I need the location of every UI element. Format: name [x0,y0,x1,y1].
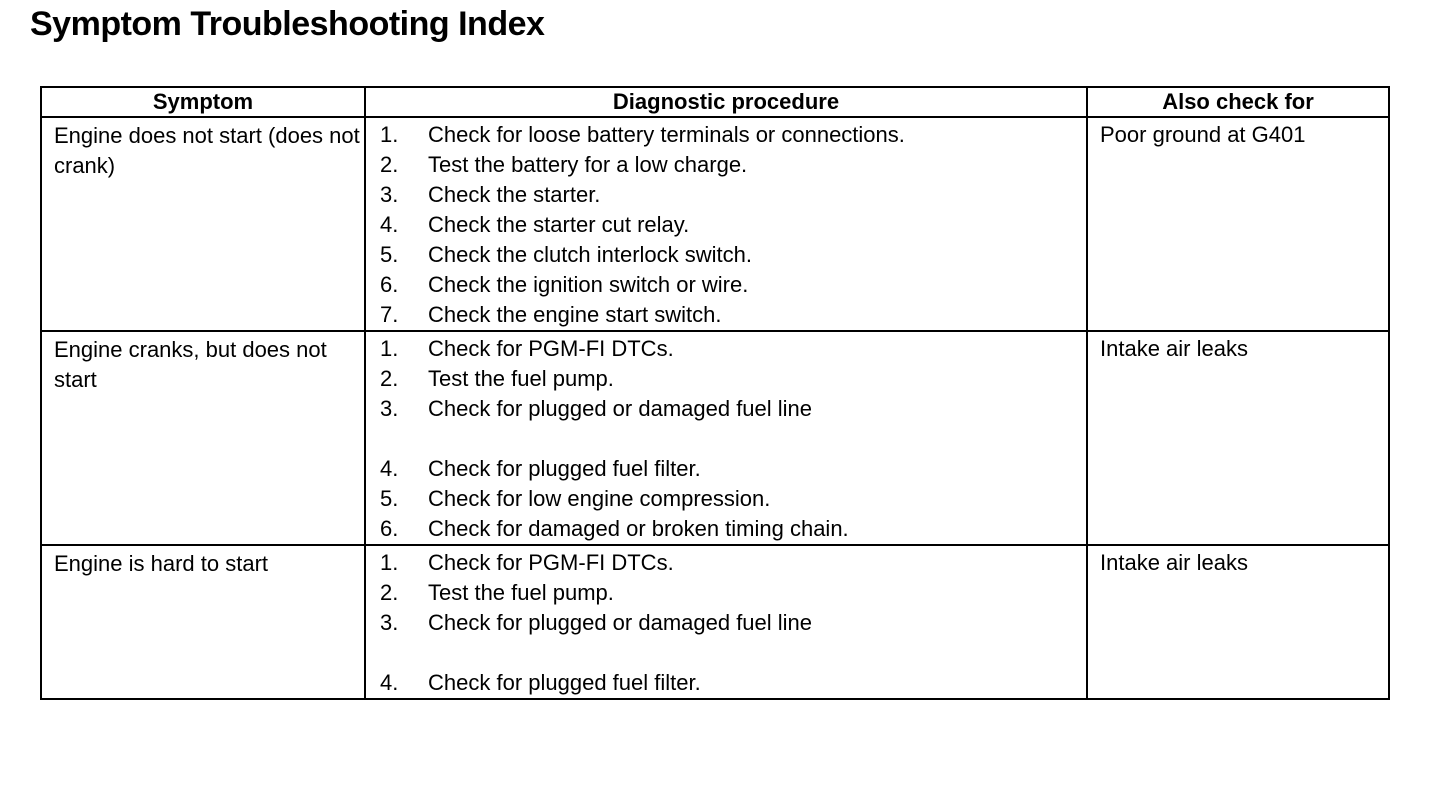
also-check-text: Intake air leaks [1100,550,1248,575]
step-number: 5. [380,486,399,511]
step-text: Check for plugged fuel filter. [428,670,701,695]
step-text: Check for plugged or damaged fuel line [428,610,813,635]
header-also-check-for: Also check for [1087,87,1389,117]
procedure-step [366,394,1086,424]
table-row [41,331,1389,545]
procedure-step [366,240,1086,270]
step-text: Check for PGM-FI DTCs. [428,336,674,361]
procedure-cell [365,117,1087,331]
table-row [41,545,1389,699]
step-number: 3. [380,610,399,635]
step-text: Test the fuel pump. [428,366,614,391]
step-number: 1. [380,122,399,147]
table-header-row [41,87,1389,117]
step-number: 1. [380,550,399,575]
also-check-cell [1087,117,1389,331]
procedure-cell [365,331,1087,545]
procedure-step [366,668,1086,698]
also-check-cell [1087,545,1389,699]
step-text: Check for low engine compression. [428,486,771,511]
procedure-step [366,578,1086,608]
step-number: 6. [380,516,399,541]
step-text: Test the fuel pump. [428,580,614,605]
procedure-cell [365,545,1087,699]
step-text: Check the clutch interlock switch. [428,242,753,267]
symptom-cell [41,545,365,699]
step-text: Check the ignition switch or wire. [428,272,749,297]
step-number: 4. [380,456,399,481]
procedure-step [366,364,1086,394]
procedure-step [366,548,1086,578]
also-check-text: Poor ground at G401 [1100,122,1306,147]
step-text: Check for plugged or damaged fuel line [428,396,813,421]
step-text: Check for plugged fuel filter. [428,456,701,481]
step-number: 6. [380,272,399,297]
step-number: 4. [380,212,399,237]
step-number: 7. [380,302,399,327]
table-row [41,117,1389,331]
step-text: Check for loose battery terminals or connections. [428,122,905,147]
symptom-index-table [40,86,1390,700]
procedure-step [366,180,1086,210]
symptom-text: Engine is hard to start [54,551,269,576]
also-check-cell [1087,331,1389,545]
symptom-cell [41,117,365,331]
procedure-step [366,150,1086,180]
symptom-cell [41,331,365,545]
step-number: 3. [380,396,399,421]
also-check-text: Intake air leaks [1100,336,1248,361]
symptom-text: Engine cranks, but does not start [54,337,327,392]
procedure-step [366,120,1086,150]
step-text: Check for PGM-FI DTCs. [428,550,674,575]
procedure-step [366,334,1086,364]
step-number: 3. [380,182,399,207]
procedure-step [366,484,1086,514]
procedure-step [366,270,1086,300]
header-symptom: Symptom [41,87,365,117]
procedure-step [366,454,1086,484]
step-text: Check for damaged or broken timing chain. [428,516,849,541]
procedure-step [366,210,1086,240]
step-number: 2. [380,152,399,177]
procedure-step [366,300,1086,330]
step-number: 1. [380,336,399,361]
step-text: Check the engine start switch. [428,302,722,327]
header-diagnostic-procedure: Diagnostic procedure [365,87,1087,117]
page-title: Symptom Troubleshooting Index [30,5,545,43]
step-number: 2. [380,366,399,391]
procedure-steps [366,546,1086,698]
procedure-step [366,608,1086,638]
step-number: 2. [380,580,399,605]
step-text: Check the starter cut relay. [428,212,690,237]
step-number: 5. [380,242,399,267]
procedure-steps [366,118,1086,330]
step-text: Test the battery for a low charge. [428,152,748,177]
symptom-text: Engine does not start (does not crank) [54,123,360,178]
procedure-step [366,514,1086,544]
step-number: 4. [380,670,399,695]
procedure-steps [366,332,1086,544]
step-text: Check the starter. [428,182,601,207]
